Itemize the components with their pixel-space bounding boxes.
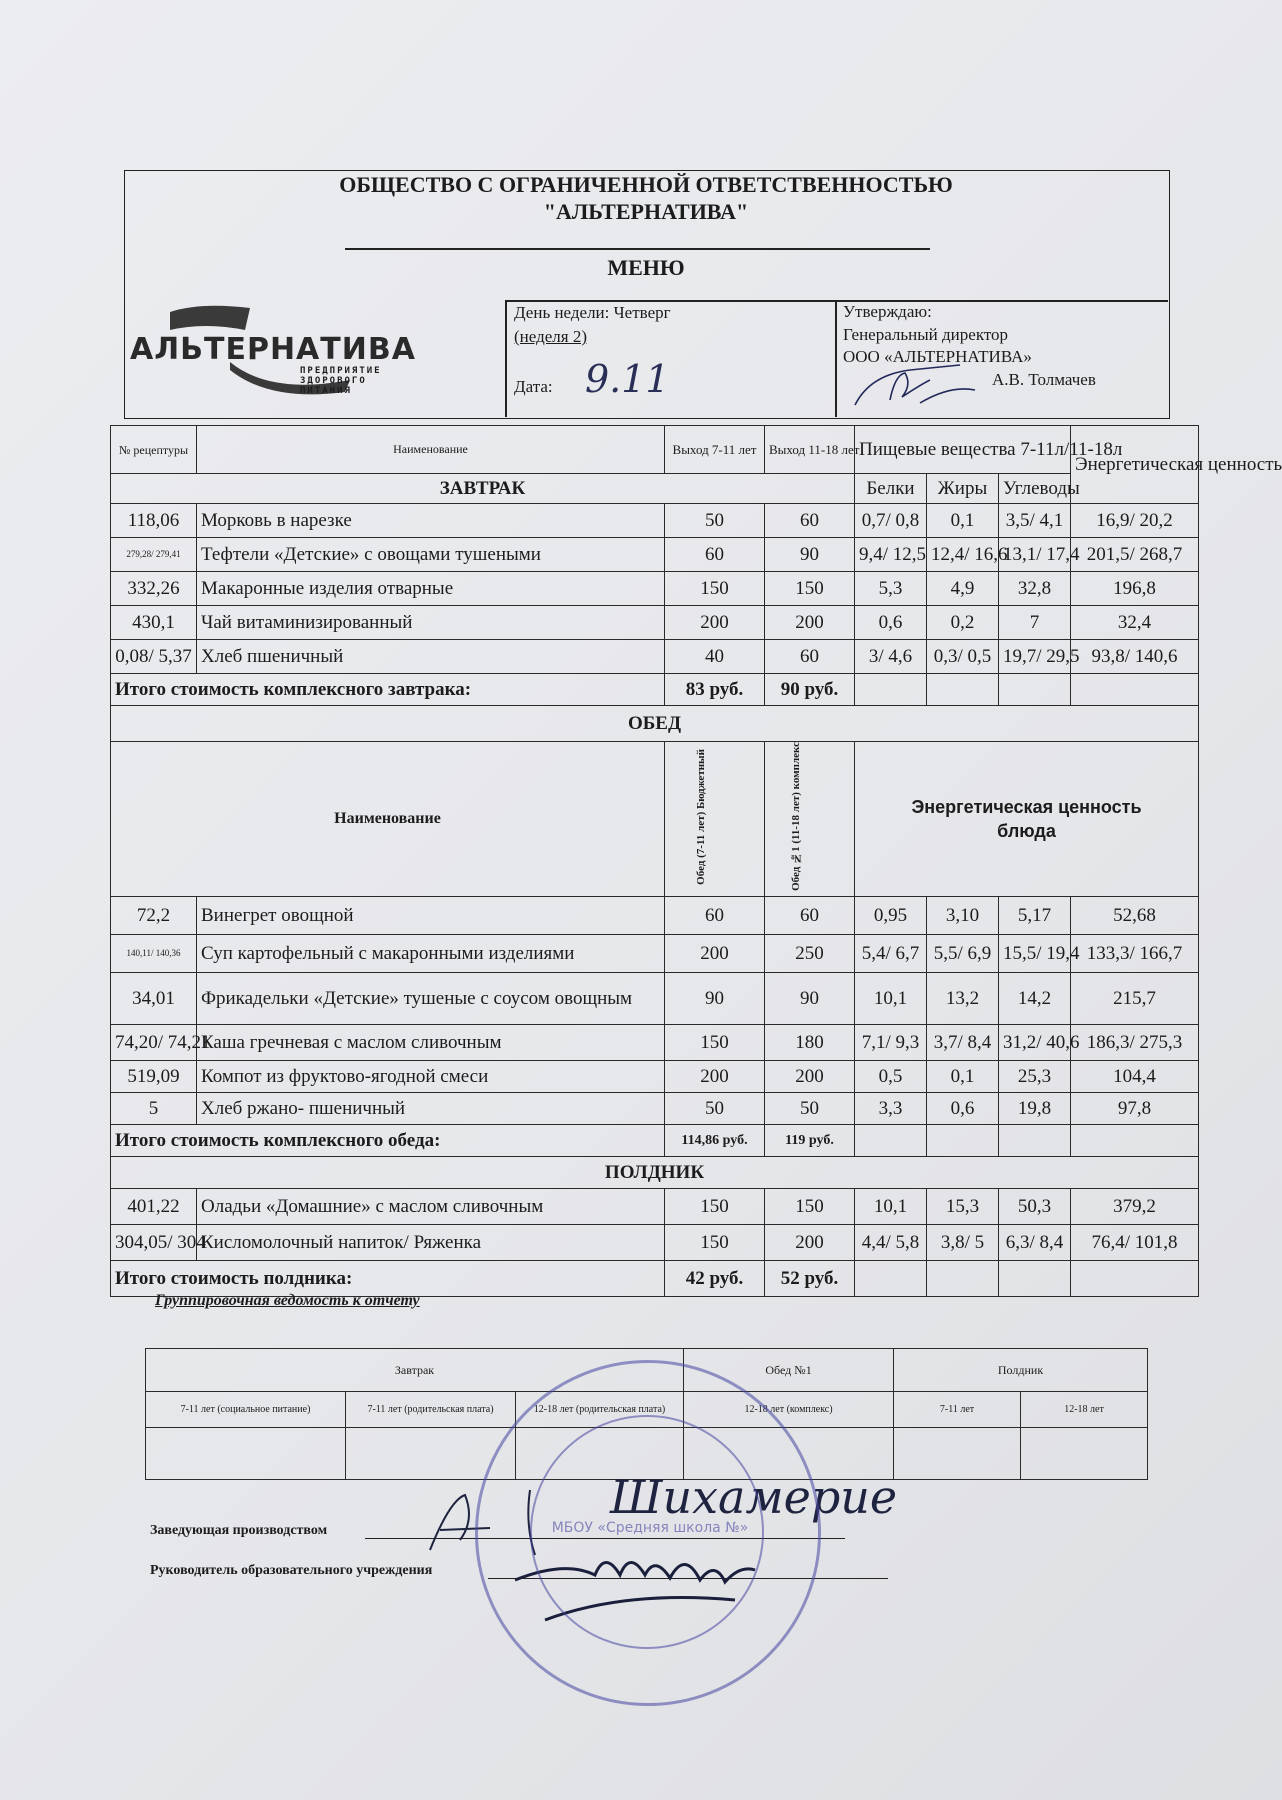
carbs: 25,3	[999, 1060, 1071, 1092]
org-name-line1: ОБЩЕСТВО С ОГРАНИЧЕННОЙ ОТВЕТСТВЕННОСТЬЮ	[339, 172, 953, 197]
recipe-no: 72,2	[111, 896, 197, 934]
group-sub5: 7-11 лет	[894, 1392, 1021, 1428]
col-energy: Энергетическая ценность	[1071, 426, 1199, 504]
out1: 150	[665, 1188, 765, 1224]
out2: 150	[765, 572, 855, 606]
carbs: 19,7/ 29,5	[999, 640, 1071, 674]
table-row	[111, 1224, 1199, 1260]
group-snack-header: Полдник	[894, 1349, 1148, 1392]
group-sub1: 7-11 лет (социальное питание)	[146, 1392, 346, 1428]
protein: 7,1/ 9,3	[855, 1024, 927, 1060]
snack-total2: 52 руб.	[765, 1260, 855, 1296]
table-row	[111, 640, 1199, 674]
snack-title: ПОЛДНИК	[111, 1156, 1199, 1188]
date-value: 9.11	[585, 357, 670, 401]
recipe-no: 74,20/ 74,21	[111, 1024, 197, 1060]
snack-title-row	[111, 1156, 1199, 1188]
recipe-no: 34,01	[111, 972, 197, 1024]
fat: 0,2	[927, 606, 999, 640]
grouping-title: Группировочная ведомость к отчету	[155, 1292, 420, 1309]
approve-line2: Генеральный директор	[843, 325, 1009, 344]
menu-table	[110, 425, 1282, 1297]
snack-total-label: Итого стоимость полдника:	[111, 1260, 665, 1296]
approve-line1: Утверждаю:	[843, 302, 932, 321]
table-row	[111, 1188, 1199, 1224]
out2: 200	[765, 1224, 855, 1260]
breakfast-total-label: Итого стоимость комплексного завтрака:	[111, 674, 665, 706]
col-recipe-no: № рецептуры	[111, 426, 197, 474]
recipe-no: 140,11/ 140,36	[111, 934, 197, 972]
out1: 50	[665, 1092, 765, 1124]
out2: 250	[765, 934, 855, 972]
energy: 93,8/ 140,6	[1071, 640, 1199, 674]
out1: 90	[665, 972, 765, 1024]
col-fat: Жиры	[927, 474, 999, 504]
out1: 40	[665, 640, 765, 674]
col-out1: Выход 7-11 лет	[665, 426, 765, 474]
carbs: 31,2/ 40,6	[999, 1024, 1071, 1060]
energy: 52,68	[1071, 896, 1199, 934]
breakfast-total-row	[111, 674, 1199, 706]
carbs: 50,3	[999, 1188, 1071, 1224]
lunch-total1: 114,86 руб.	[665, 1124, 765, 1156]
lunch-name-header: Наименование	[111, 742, 665, 897]
dish-name: Хлеб ржано- пшеничный	[197, 1092, 665, 1124]
col-name: Наименование	[197, 426, 665, 474]
table-row	[111, 606, 1199, 640]
col-nutrients: Пищевые вещества 7-11л/11-18л	[855, 426, 1071, 474]
table-row	[111, 1024, 1199, 1060]
energy: 186,3/ 275,3	[1071, 1024, 1199, 1060]
header-inner-divider	[505, 300, 1168, 302]
director-signature-icon	[850, 345, 980, 415]
fat: 3,10	[927, 896, 999, 934]
fat: 0,3/ 0,5	[927, 640, 999, 674]
out1: 150	[665, 572, 765, 606]
out1: 150	[665, 1224, 765, 1260]
out1: 50	[665, 504, 765, 538]
energy: 76,4/ 101,8	[1071, 1224, 1199, 1260]
protein: 4,4/ 5,8	[855, 1224, 927, 1260]
logo-text: АЛЬТЕРНАТИВА	[130, 332, 416, 367]
out1: 60	[665, 538, 765, 572]
fat: 3,7/ 8,4	[927, 1024, 999, 1060]
carbs: 13,1/ 17,4	[999, 538, 1071, 572]
recipe-no: 5	[111, 1092, 197, 1124]
dish-name: Макаронные изделия отварные	[197, 572, 665, 606]
snack-total1: 42 руб.	[665, 1260, 765, 1296]
fat: 3,8/ 5	[927, 1224, 999, 1260]
out2: 60	[765, 896, 855, 934]
logo-sub3: ПИТАНИЯ	[300, 386, 352, 396]
out2: 90	[765, 972, 855, 1024]
breakfast-title-row	[111, 474, 1199, 504]
energy: 133,3/ 166,7	[1071, 934, 1199, 972]
carbs: 3,5/ 4,1	[999, 504, 1071, 538]
company-logo	[130, 300, 470, 400]
recipe-no: 279,28/ 279,41	[111, 538, 197, 572]
dish-name: Оладьи «Домашние» с маслом сливочным	[197, 1188, 665, 1224]
fat: 0,1	[927, 504, 999, 538]
out2: 60	[765, 504, 855, 538]
dish-name: Фрикадельки «Детские» тушеные с соусом овощным	[197, 972, 665, 1024]
group-sub4: 12-18 лет (комплекс)	[684, 1392, 894, 1428]
carbs: 14,2	[999, 972, 1071, 1024]
out1: 150	[665, 1024, 765, 1060]
out2: 90	[765, 538, 855, 572]
table-row	[111, 538, 1199, 572]
protein: 10,1	[855, 1188, 927, 1224]
director-label: Руководитель образовательного учреждения	[150, 1563, 433, 1578]
out1: 200	[665, 934, 765, 972]
fat: 15,3	[927, 1188, 999, 1224]
out1: 200	[665, 606, 765, 640]
header-divider	[345, 248, 930, 250]
lunch-title: ОБЕД	[111, 706, 1199, 742]
carbs: 7	[999, 606, 1071, 640]
dish-name: Суп картофельный с макаронными изделиями	[197, 934, 665, 972]
recipe-no: 0,08/ 5,37	[111, 640, 197, 674]
lunch-total2: 119 руб.	[765, 1124, 855, 1156]
table-row	[111, 1060, 1199, 1092]
protein: 0,5	[855, 1060, 927, 1092]
table-row	[111, 1092, 1199, 1124]
lunch-total-row	[111, 1124, 1199, 1156]
lunch-col1: Обед (7-11 лет) Бюджетный	[694, 748, 707, 885]
fat: 13,2	[927, 972, 999, 1024]
week-label: (неделя 2)	[514, 327, 587, 346]
lunch-col2: Обед №1 (11-18 лет) комплекс	[789, 742, 802, 891]
dish-name: Морковь в нарезке	[197, 504, 665, 538]
head-production-label: Заведующая производством	[150, 1523, 328, 1538]
carbs: 15,5/ 19,4	[999, 934, 1071, 972]
protein: 3/ 4,6	[855, 640, 927, 674]
lunch-total-label: Итого стоимость комплексного обеда:	[111, 1124, 665, 1156]
protein: 0,95	[855, 896, 927, 934]
energy: 104,4	[1071, 1060, 1199, 1092]
date-label: Дата:	[514, 377, 553, 396]
table-row	[111, 504, 1199, 538]
group-sub6: 12-18 лет	[1021, 1392, 1148, 1428]
table-row	[111, 896, 1199, 934]
recipe-no: 401,22	[111, 1188, 197, 1224]
energy: 97,8	[1071, 1092, 1199, 1124]
protein: 0,6	[855, 606, 927, 640]
group-sub3: 12-18 лет (родительская плата)	[516, 1392, 684, 1428]
lunch-title-row	[111, 706, 1199, 742]
recipe-no: 304,05/ 304	[111, 1224, 197, 1260]
fat: 5,5/ 6,9	[927, 934, 999, 972]
col-out2: Выход 11-18 лет	[765, 426, 855, 474]
recipe-no: 332,26	[111, 572, 197, 606]
header-col-divider1	[505, 300, 507, 417]
col-protein: Белки	[855, 474, 927, 504]
protein: 5,3	[855, 572, 927, 606]
dish-name: Компот из фруктово-ягодной смеси	[197, 1060, 665, 1092]
table-row	[111, 934, 1199, 972]
recipe-no: 430,1	[111, 606, 197, 640]
dish-name: Кисломолочный напиток/ Ряженка	[197, 1224, 665, 1260]
out2: 50	[765, 1092, 855, 1124]
out2: 180	[765, 1024, 855, 1060]
out1: 200	[665, 1060, 765, 1092]
protein: 10,1	[855, 972, 927, 1024]
fat: 4,9	[927, 572, 999, 606]
dish-name: Хлеб пшеничный	[197, 640, 665, 674]
header-col-divider2	[835, 300, 837, 417]
protein: 5,4/ 6,7	[855, 934, 927, 972]
head-production-signature: Шихамерие	[610, 1470, 898, 1524]
carbs: 32,8	[999, 572, 1071, 606]
dish-name: Чай витаминизированный	[197, 606, 665, 640]
carbs: 5,17	[999, 896, 1071, 934]
dish-name: Тефтели «Детские» с овощами тушеными	[197, 538, 665, 572]
stamp-inner-text: МБОУ «Средняя школа №»	[551, 1520, 749, 1536]
logo-sub2: ЗДОРОВОГО	[300, 376, 367, 386]
doc-title: МЕНЮ	[607, 255, 685, 280]
dish-name: Каша гречневая с маслом сливочным	[197, 1024, 665, 1060]
energy: 196,8	[1071, 572, 1199, 606]
protein: 3,3	[855, 1092, 927, 1124]
table-header-row	[111, 426, 1199, 474]
out2: 200	[765, 1060, 855, 1092]
fat: 0,6	[927, 1092, 999, 1124]
approve-name: А.В. Толмачев	[992, 370, 1096, 389]
energy: 201,5/ 268,7	[1071, 538, 1199, 572]
weekday-label: День недели:	[514, 303, 610, 322]
out2: 150	[765, 1188, 855, 1224]
protein: 0,7/ 0,8	[855, 504, 927, 538]
lunch-energy-header: Энергетическая ценность блюда	[855, 742, 1199, 897]
logo-sub1: ПРЕДПРИЯТИЕ	[300, 366, 382, 376]
recipe-no: 118,06	[111, 504, 197, 538]
fat: 0,1	[927, 1060, 999, 1092]
weekday-row	[514, 303, 671, 323]
recipe-no: 519,09	[111, 1060, 197, 1092]
energy: 16,9/ 20,2	[1071, 504, 1199, 538]
weekday-value: Четверг	[613, 303, 671, 322]
fat: 12,4/ 16,6	[927, 538, 999, 572]
group-breakfast-header: Завтрак	[146, 1349, 684, 1392]
out2: 60	[765, 640, 855, 674]
breakfast-title: ЗАВТРАК	[111, 474, 855, 504]
snack-total-row	[111, 1260, 1199, 1296]
table-row	[111, 972, 1199, 1024]
carbs: 6,3/ 8,4	[999, 1224, 1071, 1260]
approve-line3: ООО «АЛЬТЕРНАТИВА»	[843, 347, 1032, 366]
protein: 9,4/ 12,5	[855, 538, 927, 572]
energy: 379,2	[1071, 1188, 1199, 1224]
energy: 215,7	[1071, 972, 1199, 1024]
dish-name: Винегрет овощной	[197, 896, 665, 934]
out2: 200	[765, 606, 855, 640]
out1: 60	[665, 896, 765, 934]
breakfast-total2: 90 руб.	[765, 674, 855, 706]
carbs: 19,8	[999, 1092, 1071, 1124]
breakfast-total1: 83 руб.	[665, 674, 765, 706]
lunch-header-row	[111, 742, 1199, 897]
energy: 32,4	[1071, 606, 1199, 640]
group-lunch-header: Обед №1	[684, 1349, 894, 1392]
table-row	[111, 572, 1199, 606]
col-carbs: Углеводы	[999, 474, 1071, 504]
group-sub2: 7-11 лет (родительская плата)	[346, 1392, 516, 1428]
org-name-line2: "АЛЬТЕРНАТИВА"	[543, 199, 749, 224]
